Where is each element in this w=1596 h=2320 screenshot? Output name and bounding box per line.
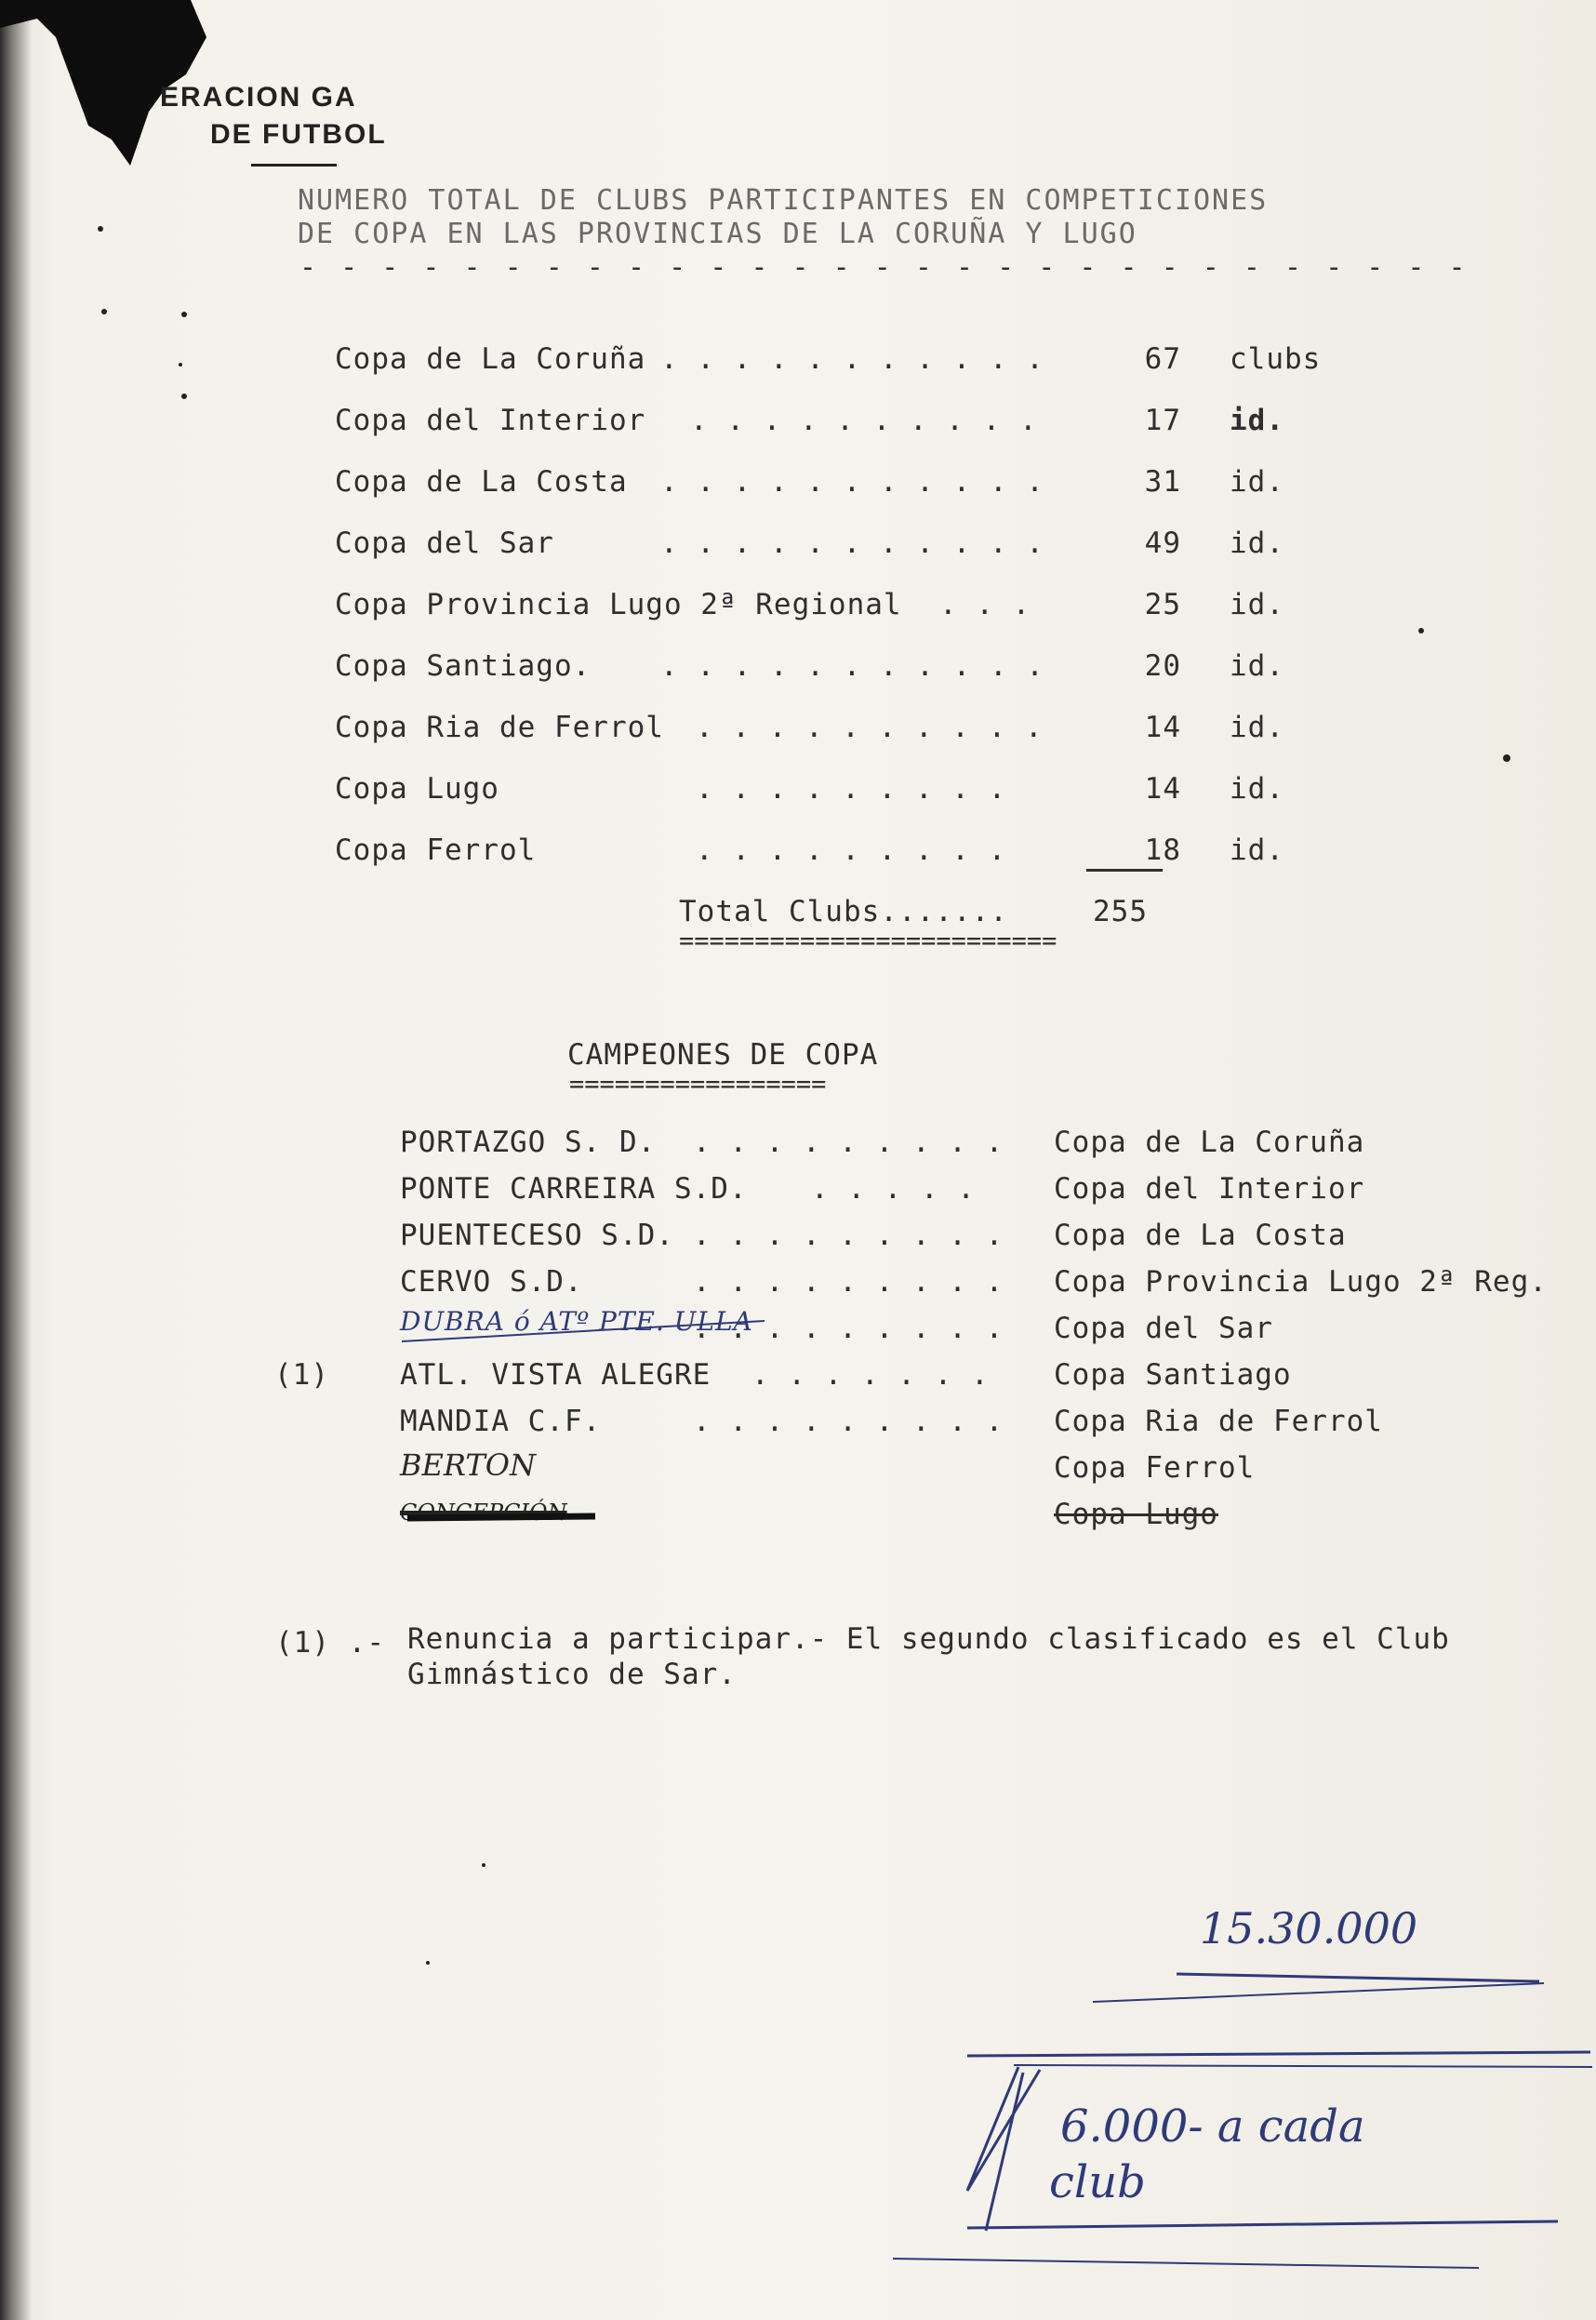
leader-dots: . . . . . . . . . . [696,711,1044,744]
competition-name: Copa Ria de Ferrol [335,711,664,744]
title-line-2: DE COPA EN LAS PROVINCIAS DE LA CORUÑA Y LUGO [298,218,1137,250]
champion-club: CERVO S.D. [400,1265,583,1299]
champion-cup: Copa del Interior [1054,1172,1365,1206]
count-unit: id. [1230,527,1284,560]
leader-dots: . . . . . . . . . [693,1405,1004,1438]
count-unit: id. [1230,588,1284,621]
leader-dots: . . . . . . . . . . . [660,527,1044,560]
count-unit: id. [1230,649,1284,683]
count-unit: id. [1230,404,1284,437]
champion-cup: Copa Provincia Lugo 2ª Reg. [1054,1265,1548,1299]
count-unit: id. [1230,711,1284,744]
struck-club: CONCEPCIÓN [400,1500,567,1526]
club-count: 14 [1144,711,1181,744]
club-count: 31 [1144,465,1181,499]
competition-name: Copa Ferrol [335,833,537,867]
leader-dots: . . . . . . . . . . . [660,649,1044,683]
footnote-line-2: Gimnástico de Sar. [407,1658,737,1691]
total-double-rule: ========================= [679,927,1057,955]
leader-dots: . . . . . . . . . [693,1265,1004,1299]
leader-dots: . . . . . . . . . . [690,404,1038,437]
club-count: 67 [1144,342,1181,376]
leader-dots: . . . . . [811,1172,976,1206]
champion-cup: Copa Santiago [1054,1358,1292,1392]
handwritten-ferrol-champion: BERTON [400,1447,536,1483]
champion-club: PORTAZGO S. D. [400,1126,657,1159]
total-label: Total Clubs....... [679,895,1008,928]
club-count: 14 [1144,772,1181,806]
letterhead-line-2: DE FUTBOL [210,119,387,150]
champion-club: PUENTECESO S.D. [400,1219,674,1252]
title-line-1: NUMERO TOTAL DE CLUBS PARTICIPANTES EN COMPETICIONES [298,184,1269,217]
count-unit: id. [1230,772,1284,806]
champion-club: PONTE CARREIRA S.D. [400,1172,748,1206]
club-count: 18 [1144,833,1181,867]
champion-cup: Copa Ferrol [1054,1451,1256,1485]
competition-name: Copa del Sar [335,527,554,560]
competition-name: Copa de La Costa [335,465,628,499]
count-unit: clubs [1230,342,1322,376]
champions-title-rule: ================= [569,1070,827,1099]
leader-dots: . . . . . . . [751,1358,990,1392]
total-value: 255 [1093,895,1148,928]
champions-title: CAMPEONES DE COPA [567,1038,879,1072]
club-count: 17 [1144,404,1181,437]
competition-name: Copa del Interior [335,404,646,437]
leader-dots: . . . . . . . . . [693,1219,1004,1252]
leader-dots: . . . [939,588,1031,621]
competition-name: Copa Lugo [335,772,499,806]
leader-dots: . . . . . . . . . [693,1126,1004,1159]
handwritten-amount: 15.30.000 [1200,1903,1418,1953]
struck-cup: Copa Lugo [1054,1498,1218,1531]
competition-name: Copa Santiago. [335,649,592,683]
handwritten-note-line-1: 6.000- a cada [1060,2100,1365,2153]
footnote-marker: (1) [274,1358,329,1392]
club-count: 49 [1144,527,1181,560]
champion-cup: Copa del Sar [1054,1312,1273,1345]
club-count: 25 [1144,588,1181,621]
leader-dots: . . . . . . . . . [696,833,1007,867]
competition-name: Copa de La Coruña [335,342,646,376]
leader-dots: . . . . . . . . . . . [660,465,1044,499]
competition-name: Copa Provincia Lugo 2ª Regional [335,588,902,621]
letterhead-line-1: ERACION GA [160,82,357,113]
count-unit: id. [1230,465,1284,499]
champion-cup: Copa de La Coruña [1054,1126,1365,1159]
champion-cup: Copa Ria de Ferrol [1054,1405,1383,1438]
leader-dots: . . . . . . . . . . . [660,342,1044,376]
leader-dots: . . . . . . . . . [696,772,1007,806]
title-dashed-rule: - - - - - - - - - - - - - - - - - - - - - - - - - - - - - [299,251,1470,284]
club-count: 20 [1144,649,1181,683]
footnote-line-1: Renuncia a participar.- El segundo clasificado es el Club [407,1622,1450,1656]
champion-club: MANDIA C.F. [400,1405,602,1438]
footnote-marker: (1) .- [275,1626,385,1660]
handwritten-sar-champion: DUBRA ó ATº PTE. ULLA [400,1306,753,1337]
handwritten-note-line-2: club [1049,2156,1146,2208]
champion-club: ATL. VISTA ALEGRE [400,1358,712,1392]
count-unit: id. [1230,833,1284,867]
champion-cup: Copa de La Costa [1054,1219,1347,1252]
leader-dots: . . . . . . . . . [693,1312,1004,1345]
